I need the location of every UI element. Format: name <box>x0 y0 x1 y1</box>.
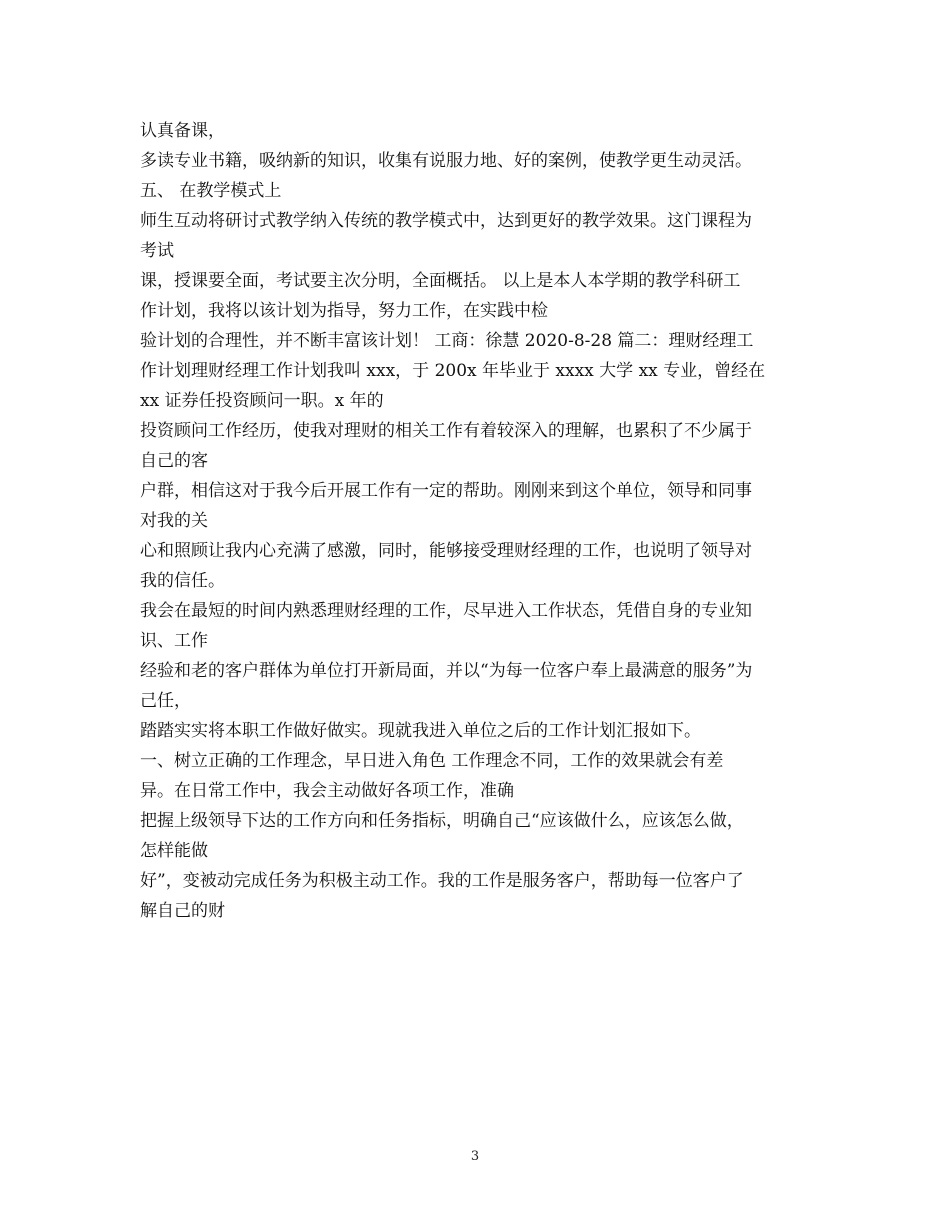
text-line: 考试 <box>140 241 174 261</box>
text-line: 把握上级领导下达的工作方向和任务指标，明确自己“应该做什么，应该怎么做， <box>140 811 744 831</box>
text-line: 经验和老的客户群体为单位打开新局面，并以“为每一位客户奉上最满意的服务”为 <box>140 661 753 681</box>
text-line: 好”，变被动完成任务为积极主动工作。我的工作是服务客户，帮助每一位客户了 <box>140 871 744 891</box>
text-line: 我会在最短的时间内熟悉理财经理的工作，尽早进入工作状态，凭借自身的专业知 <box>140 601 752 621</box>
text-line: xx 证券任投资顾问一职。x 年的 <box>140 391 384 411</box>
text-line: 投资顾问工作经历，使我对理财的相关工作有着较深入的理解，也累积了不少属于 <box>140 421 752 441</box>
text-line: 户群，相信这对于我今后开展工作有一定的帮助。刚刚来到这个单位，领导和同事 <box>140 481 752 501</box>
text-line: 作计划，我将以该计划为指导，努力工作，在实践中检 <box>140 301 548 321</box>
text-line: 师生互动将研讨式教学纳入传统的教学模式中，达到更好的教学效果。这门课程为 <box>140 211 752 231</box>
text-line: 我的信任。 <box>140 571 225 591</box>
text-line: 课，授课要全面，考试要主次分明，全面概括。 以上是本人本学期的教学科研工 <box>140 271 741 291</box>
text-line: 怎样能做 <box>140 841 208 861</box>
text-line: 验计划的合理性，并不断丰富该计划！ 工商：徐慧 2020-8-28 篇二：理财经理工 <box>140 331 754 351</box>
text-line: 作计划理财经理工作计划我叫 xxx，于 200x 年毕业于 xxxx 大学 xx 专业，曾经在 <box>140 361 766 381</box>
body-text <box>140 116 820 926</box>
text-line: 心和照顾让我内心充满了感激，同时，能够接受理财经理的工作，也说明了领导对 <box>140 541 752 561</box>
text-line: 对我的关 <box>140 511 208 531</box>
text-line: 异。在日常工作中，我会主动做好各项工作，准确 <box>140 781 514 801</box>
page-number: 3 <box>470 1149 480 1164</box>
text-line: 己任， <box>140 691 191 711</box>
text-line: 识、工作 <box>140 631 208 651</box>
text-line: 踏踏实实将本职工作做好做实。现就我进入单位之后的工作计划汇报如下。 <box>140 721 701 741</box>
text-line: 多读专业书籍，吸纳新的知识，收集有说服力地、好的案例，使教学更生动灵活。 <box>140 151 752 171</box>
text-line: 认真备课， <box>140 121 225 141</box>
section-heading: 五、 在教学模式上 <box>140 181 282 201</box>
text-line: 一、树立正确的工作理念，早日进入角色 工作理念不同，工作的效果就会有差 <box>140 751 724 771</box>
text-line: 自己的客 <box>140 451 208 471</box>
text-line: 解自己的财 <box>140 901 225 921</box>
